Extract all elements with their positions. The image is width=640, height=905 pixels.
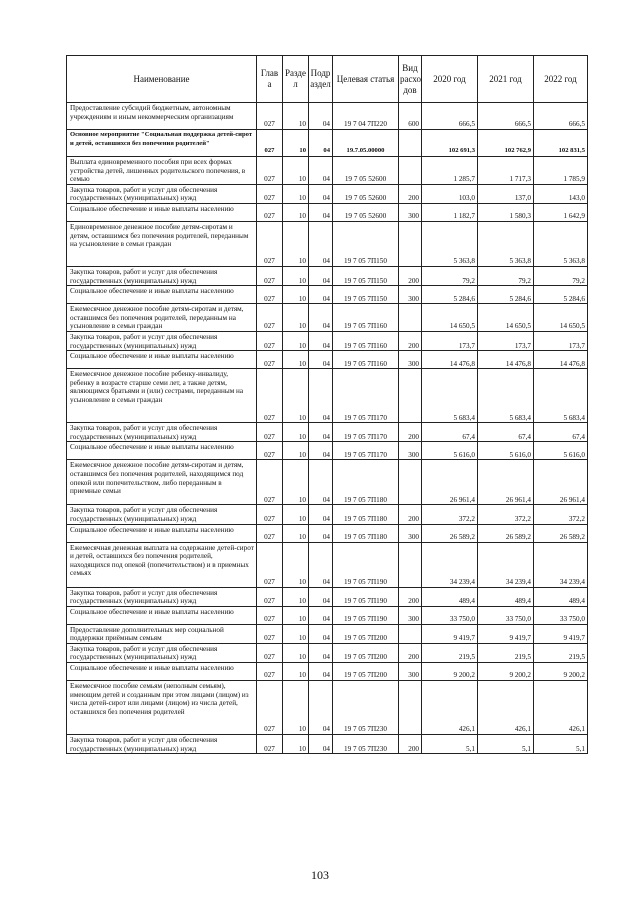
table-row	[67, 460, 588, 505]
cell-vid: 200	[399, 587, 422, 606]
cell-2021: 5 363,8	[478, 221, 534, 266]
cell-name: Закупка товаров, работ и услуг для обеспечения государственных (муниципальных) нужд	[67, 331, 257, 350]
cell-glava: 027	[257, 442, 283, 460]
cell-2020: 79,2	[422, 266, 478, 285]
cell-2020: 14 476,8	[422, 351, 478, 369]
cell-razdel: 10	[283, 587, 309, 606]
cell-2022: 9 419,7	[534, 624, 588, 643]
cell-statya: 19 7 05 7П200	[333, 624, 399, 643]
cell-statya: 19 7 05 7П190	[333, 587, 399, 606]
cell-vid	[399, 624, 422, 643]
cell-glava: 027	[257, 266, 283, 285]
table-row	[67, 663, 588, 681]
cell-vid: 200	[399, 184, 422, 203]
cell-vid	[399, 221, 422, 266]
cell-glava: 027	[257, 505, 283, 524]
cell-vid: 200	[399, 423, 422, 442]
cell-razdel: 10	[283, 442, 309, 460]
cell-2022: 5 683,4	[534, 369, 588, 423]
cell-razdel: 10	[283, 286, 309, 304]
cell-2020: 34 239,4	[422, 542, 478, 587]
cell-name: Социальное обеспечение и иные выплаты населению	[67, 663, 257, 681]
cell-statya: 19 7 05 7П190	[333, 542, 399, 587]
cell-2020: 5,1	[422, 735, 478, 754]
cell-name: Выплата единовременного пособия при всех формах устройства детей, лишенных родительского попечения, в семью	[67, 157, 257, 185]
cell-2022: 666,5	[534, 103, 588, 130]
cell-podrazdel: 04	[309, 157, 333, 185]
cell-2022: 9 200,2	[534, 663, 588, 681]
table-row	[67, 157, 588, 185]
table-row	[67, 681, 588, 735]
header-glava: Глав а	[257, 56, 283, 103]
cell-vid: 200	[399, 735, 422, 754]
cell-razdel: 10	[283, 624, 309, 643]
cell-2021: 34 239,4	[478, 542, 534, 587]
cell-name: Закупка товаров, работ и услуг для обеспечения государственных (муниципальных) нужд	[67, 423, 257, 442]
cell-vid: 200	[399, 266, 422, 285]
cell-statya: 19 7 05 7П160	[333, 331, 399, 350]
cell-statya: 19 7 05 7П170	[333, 423, 399, 442]
cell-2020: 219,5	[422, 643, 478, 662]
cell-2022: 5 616,0	[534, 442, 588, 460]
budget-table	[66, 55, 588, 754]
table-row	[67, 221, 588, 266]
cell-name: Закупка товаров, работ и услуг для обеспечения государственных (муниципальных) нужд	[67, 735, 257, 754]
cell-podrazdel: 04	[309, 266, 333, 285]
cell-razdel: 10	[283, 505, 309, 524]
cell-2020: 9 419,7	[422, 624, 478, 643]
cell-2022: 34 239,4	[534, 542, 588, 587]
table-row	[67, 542, 588, 587]
cell-2021: 489,4	[478, 587, 534, 606]
cell-2020: 173,7	[422, 331, 478, 350]
cell-2020: 14 650,5	[422, 304, 478, 332]
cell-glava: 027	[257, 460, 283, 505]
cell-statya: 19.7.05.00000	[333, 130, 399, 157]
cell-2022: 372,2	[534, 505, 588, 524]
cell-glava: 027	[257, 423, 283, 442]
cell-razdel: 10	[283, 663, 309, 681]
cell-razdel: 10	[283, 524, 309, 542]
table-body	[67, 103, 588, 754]
cell-statya: 19 7 05 52600	[333, 157, 399, 185]
cell-vid: 200	[399, 331, 422, 350]
cell-2020: 26 961,4	[422, 460, 478, 505]
cell-glava: 027	[257, 643, 283, 662]
cell-name: Закупка товаров, работ и услуг для обеспечения государственных (муниципальных) нужд	[67, 643, 257, 662]
cell-razdel: 10	[283, 130, 309, 157]
cell-vid	[399, 157, 422, 185]
cell-name: Ежемесячное денежное пособие ребенку-инвалиду, ребенку в возрасте старше семи лет, а также детям, являющимся братьями и (или) сестрами, переданным на усыновление в семьи граждан	[67, 369, 257, 423]
cell-vid: 200	[399, 505, 422, 524]
header-2020: 2020 год	[422, 56, 478, 103]
cell-glava: 027	[257, 663, 283, 681]
cell-2021: 5 616,0	[478, 442, 534, 460]
table-row	[67, 351, 588, 369]
cell-2020: 103,0	[422, 184, 478, 203]
cell-2020: 26 589,2	[422, 524, 478, 542]
cell-2021: 666,5	[478, 103, 534, 130]
cell-vid	[399, 130, 422, 157]
cell-glava: 027	[257, 221, 283, 266]
cell-2020: 5 683,4	[422, 369, 478, 423]
cell-glava: 027	[257, 524, 283, 542]
cell-glava: 027	[257, 286, 283, 304]
cell-glava: 027	[257, 606, 283, 624]
cell-2021: 26 961,4	[478, 460, 534, 505]
cell-2020: 33 750,0	[422, 606, 478, 624]
cell-vid: 300	[399, 286, 422, 304]
cell-2020: 372,2	[422, 505, 478, 524]
cell-name: Социальное обеспечение и иные выплаты населению	[67, 442, 257, 460]
cell-razdel: 10	[283, 203, 309, 221]
cell-2021: 67,4	[478, 423, 534, 442]
header-2022: 2022 год	[534, 56, 588, 103]
cell-vid: 300	[399, 663, 422, 681]
cell-2020: 666,5	[422, 103, 478, 130]
cell-razdel: 10	[283, 157, 309, 185]
cell-podrazdel: 04	[309, 331, 333, 350]
cell-2020: 489,4	[422, 587, 478, 606]
cell-podrazdel: 04	[309, 460, 333, 505]
cell-statya: 19 7 05 7П170	[333, 369, 399, 423]
cell-2022: 143,0	[534, 184, 588, 203]
cell-razdel: 10	[283, 266, 309, 285]
cell-name: Закупка товаров, работ и услуг для обеспечения государственных (муниципальных) нужд	[67, 505, 257, 524]
cell-podrazdel: 04	[309, 304, 333, 332]
cell-2021: 173,7	[478, 331, 534, 350]
cell-vid: 300	[399, 442, 422, 460]
table-row	[67, 643, 588, 662]
cell-2022: 5 363,8	[534, 221, 588, 266]
cell-razdel: 10	[283, 103, 309, 130]
cell-statya: 19 7 05 7П200	[333, 663, 399, 681]
cell-name: Социальное обеспечение и иные выплаты населению	[67, 286, 257, 304]
cell-podrazdel: 04	[309, 663, 333, 681]
cell-name: Ежемесячное пособие семьям (неполным семьям), имеющим детей и созданным при этом лицами (лицом) из числа детей-сирот или лицами (лицом) из числа детей, оставшихся без попечения родителей	[67, 681, 257, 735]
cell-2020: 67,4	[422, 423, 478, 442]
table-row	[67, 442, 588, 460]
cell-podrazdel: 04	[309, 442, 333, 460]
cell-name: Закупка товаров, работ и услуг для обеспечения государственных (муниципальных) нужд	[67, 266, 257, 285]
cell-podrazdel: 04	[309, 643, 333, 662]
cell-razdel: 10	[283, 681, 309, 735]
cell-glava: 027	[257, 331, 283, 350]
cell-podrazdel: 04	[309, 423, 333, 442]
cell-2022: 5,1	[534, 735, 588, 754]
cell-name: Закупка товаров, работ и услуг для обеспечения государственных (муниципальных) нужд	[67, 184, 257, 203]
cell-2021: 79,2	[478, 266, 534, 285]
header-vid: Вид расхо дов	[399, 56, 422, 103]
cell-name: Ежемесячная денежная выплата на содержание детей-сирот и детей, оставшихся без попечения родителей, находящихся под опекой (попечительством) и в приемных семьях	[67, 542, 257, 587]
cell-name: Предоставление дополнительных мер социальной поддержки приёмным семьям	[67, 624, 257, 643]
table-row	[67, 103, 588, 130]
cell-2022: 102 831,5	[534, 130, 588, 157]
cell-2020: 5 363,8	[422, 221, 478, 266]
cell-podrazdel: 04	[309, 221, 333, 266]
cell-statya: 19 7 05 7П230	[333, 681, 399, 735]
cell-razdel: 10	[283, 735, 309, 754]
cell-2022: 67,4	[534, 423, 588, 442]
cell-razdel: 10	[283, 606, 309, 624]
cell-name: Основное мероприятие "Социальная поддержка детей-сирот и детей, оставшихся без попечения родителей"	[67, 130, 257, 157]
cell-2022: 14 476,8	[534, 351, 588, 369]
cell-2021: 9 200,2	[478, 663, 534, 681]
cell-statya: 19 7 05 7П160	[333, 351, 399, 369]
cell-podrazdel: 04	[309, 286, 333, 304]
cell-podrazdel: 04	[309, 351, 333, 369]
cell-name: Социальное обеспечение и иные выплаты населению	[67, 524, 257, 542]
cell-statya: 19 7 05 7П150	[333, 266, 399, 285]
cell-vid: 600	[399, 103, 422, 130]
cell-glava: 027	[257, 542, 283, 587]
header-name: Наименование	[67, 56, 257, 103]
table-row	[67, 524, 588, 542]
cell-2022: 14 650,5	[534, 304, 588, 332]
cell-2021: 372,2	[478, 505, 534, 524]
cell-2022: 26 589,2	[534, 524, 588, 542]
cell-glava: 027	[257, 587, 283, 606]
cell-2021: 14 476,8	[478, 351, 534, 369]
cell-2022: 219,5	[534, 643, 588, 662]
cell-razdel: 10	[283, 351, 309, 369]
cell-statya: 19 7 05 7П230	[333, 735, 399, 754]
cell-vid: 200	[399, 643, 422, 662]
cell-podrazdel: 04	[309, 587, 333, 606]
page-number: 103	[311, 868, 329, 882]
cell-2020: 9 200,2	[422, 663, 478, 681]
cell-glava: 027	[257, 681, 283, 735]
header-podrazdel: Подр аздел	[309, 56, 333, 103]
cell-statya: 19 7 05 7П160	[333, 304, 399, 332]
cell-2020: 102 691,3	[422, 130, 478, 157]
cell-2021: 426,1	[478, 681, 534, 735]
table-row	[67, 369, 588, 423]
cell-2022: 173,7	[534, 331, 588, 350]
cell-razdel: 10	[283, 184, 309, 203]
cell-podrazdel: 04	[309, 505, 333, 524]
cell-name: Предоставление субсидий бюджетным, автономным учреждениям и иным некоммерческим организациям	[67, 103, 257, 130]
cell-podrazdel: 04	[309, 624, 333, 643]
cell-2021: 9 419,7	[478, 624, 534, 643]
cell-razdel: 10	[283, 423, 309, 442]
table-row	[67, 286, 588, 304]
cell-2020: 5 616,0	[422, 442, 478, 460]
cell-glava: 027	[257, 304, 283, 332]
cell-razdel: 10	[283, 369, 309, 423]
header-2021: 2021 год	[478, 56, 534, 103]
cell-name: Социальное обеспечение и иные выплаты населению	[67, 606, 257, 624]
cell-name: Социальное обеспечение и иные выплаты населению	[67, 203, 257, 221]
cell-name: Единовременное денежное пособие детям-сиротам и детям, оставшимся без попечения родителей, переданным на усыновление в семьи граждан	[67, 221, 257, 266]
cell-podrazdel: 04	[309, 542, 333, 587]
cell-glava: 027	[257, 157, 283, 185]
cell-2022: 5 284,6	[534, 286, 588, 304]
cell-podrazdel: 04	[309, 130, 333, 157]
cell-vid: 300	[399, 606, 422, 624]
cell-statya: 19 7 05 52600	[333, 184, 399, 203]
cell-razdel: 10	[283, 331, 309, 350]
cell-podrazdel: 04	[309, 735, 333, 754]
table-row	[67, 331, 588, 350]
cell-2020: 1 182,7	[422, 203, 478, 221]
table-header-row	[67, 56, 588, 103]
table-row	[67, 587, 588, 606]
cell-glava: 027	[257, 624, 283, 643]
cell-razdel: 10	[283, 643, 309, 662]
cell-2020: 1 285,7	[422, 157, 478, 185]
table-row	[67, 184, 588, 203]
cell-2021: 137,0	[478, 184, 534, 203]
table-row	[67, 735, 588, 754]
table-row	[67, 606, 588, 624]
cell-2022: 426,1	[534, 681, 588, 735]
table-row	[67, 304, 588, 332]
cell-2021: 5,1	[478, 735, 534, 754]
cell-2021: 1 580,3	[478, 203, 534, 221]
cell-razdel: 10	[283, 304, 309, 332]
cell-glava: 027	[257, 351, 283, 369]
cell-2022: 489,4	[534, 587, 588, 606]
cell-2022: 1 642,9	[534, 203, 588, 221]
table-row	[67, 624, 588, 643]
cell-vid	[399, 369, 422, 423]
cell-glava: 027	[257, 184, 283, 203]
cell-podrazdel: 04	[309, 524, 333, 542]
cell-name: Закупка товаров, работ и услуг для обеспечения государственных (муниципальных) нужд	[67, 587, 257, 606]
cell-podrazdel: 04	[309, 184, 333, 203]
cell-name: Ежемесячное денежное пособие детям-сиротам и детям, оставшимся без попечения родителей, переданным на усыновление в семьи граждан	[67, 304, 257, 332]
table-row	[67, 203, 588, 221]
cell-statya: 19 7 05 7П150	[333, 286, 399, 304]
cell-razdel: 10	[283, 542, 309, 587]
cell-vid: 300	[399, 524, 422, 542]
cell-2022: 1 785,9	[534, 157, 588, 185]
cell-2021: 5 284,6	[478, 286, 534, 304]
cell-statya: 19 7 04 7П220	[333, 103, 399, 130]
cell-2021: 26 589,2	[478, 524, 534, 542]
cell-2020: 5 284,6	[422, 286, 478, 304]
cell-name: Социальное обеспечение и иные выплаты населению	[67, 351, 257, 369]
cell-vid	[399, 542, 422, 587]
cell-2020: 426,1	[422, 681, 478, 735]
cell-vid	[399, 304, 422, 332]
cell-2021: 219,5	[478, 643, 534, 662]
cell-glava: 027	[257, 103, 283, 130]
table-row	[67, 130, 588, 157]
cell-statya: 19 7 05 52600	[333, 203, 399, 221]
cell-vid	[399, 460, 422, 505]
table-row	[67, 423, 588, 442]
cell-statya: 19 7 05 7П180	[333, 505, 399, 524]
cell-name: Ежемесячное денежное пособие детям-сиротам и детям, оставшимся без попечения родителей, находящимся под опекой или попечительством, либо переданным в приемные семьи	[67, 460, 257, 505]
cell-statya: 19 7 05 7П180	[333, 524, 399, 542]
cell-podrazdel: 04	[309, 203, 333, 221]
cell-statya: 19 7 05 7П200	[333, 643, 399, 662]
cell-statya: 19 7 05 7П170	[333, 442, 399, 460]
cell-statya: 19 7 05 7П190	[333, 606, 399, 624]
cell-statya: 19 7 05 7П180	[333, 460, 399, 505]
cell-statya: 19 7 05 7П150	[333, 221, 399, 266]
cell-glava: 027	[257, 130, 283, 157]
cell-razdel: 10	[283, 460, 309, 505]
cell-2021: 102 762,9	[478, 130, 534, 157]
cell-glava: 027	[257, 369, 283, 423]
cell-2021: 5 683,4	[478, 369, 534, 423]
cell-podrazdel: 04	[309, 103, 333, 130]
table-row	[67, 266, 588, 285]
header-razdel: Разде л	[283, 56, 309, 103]
cell-2022: 79,2	[534, 266, 588, 285]
cell-razdel: 10	[283, 221, 309, 266]
header-statya: Целевая статья	[333, 56, 399, 103]
cell-vid: 300	[399, 203, 422, 221]
cell-2021: 33 750,0	[478, 606, 534, 624]
cell-podrazdel: 04	[309, 369, 333, 423]
cell-podrazdel: 04	[309, 681, 333, 735]
cell-glava: 027	[257, 735, 283, 754]
table-row	[67, 505, 588, 524]
cell-vid	[399, 681, 422, 735]
cell-2021: 14 650,5	[478, 304, 534, 332]
cell-2022: 26 961,4	[534, 460, 588, 505]
cell-glava: 027	[257, 203, 283, 221]
cell-podrazdel: 04	[309, 606, 333, 624]
cell-2022: 33 750,0	[534, 606, 588, 624]
cell-vid: 300	[399, 351, 422, 369]
cell-2021: 1 717,3	[478, 157, 534, 185]
budget-table-sheet	[66, 55, 587, 754]
